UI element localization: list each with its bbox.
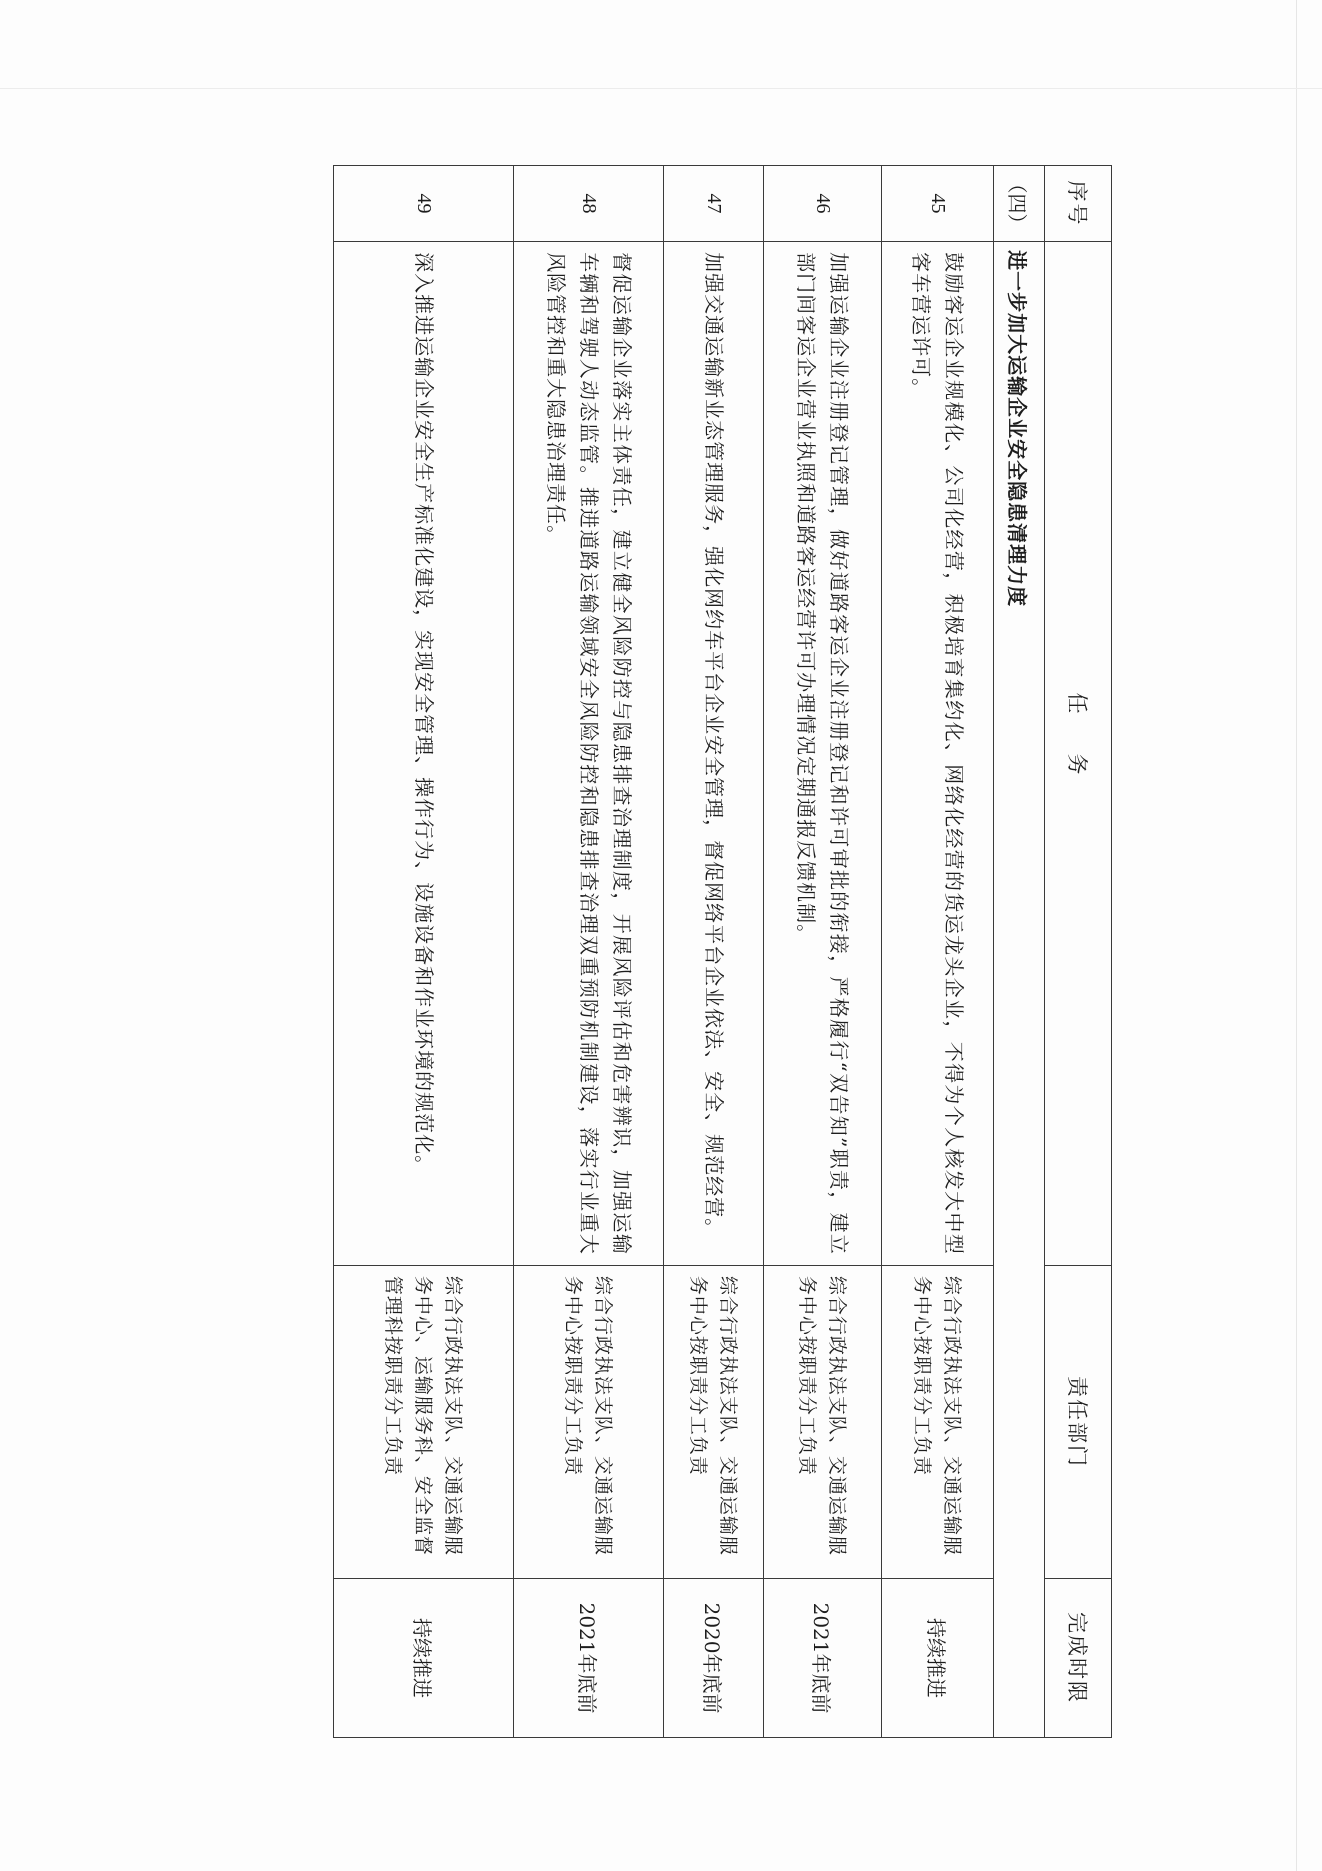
table-row bbox=[882, 166, 994, 1738]
row-seq: 48 bbox=[514, 166, 664, 242]
row-seq: 45 bbox=[882, 166, 994, 242]
row-time: 2020年底前 bbox=[664, 1579, 764, 1738]
table-row bbox=[514, 166, 664, 1738]
task-table bbox=[333, 165, 1112, 1738]
section-row bbox=[994, 166, 1045, 1738]
table-row bbox=[764, 166, 882, 1738]
table-row bbox=[334, 166, 514, 1738]
header-task: 任务 bbox=[1045, 242, 1112, 1266]
table-header-row bbox=[1045, 166, 1112, 1738]
row-seq: 46 bbox=[764, 166, 882, 242]
row-dept: 综合行政执法支队、交通运输服务中心、运输服务科、安全监督管理科按职责分工负责 bbox=[334, 1265, 514, 1578]
header-seq: 序号 bbox=[1045, 166, 1112, 242]
row-dept: 综合行政执法支队、交通运输服务中心按职责分工负责 bbox=[514, 1265, 664, 1578]
row-time: 2021年底前 bbox=[764, 1579, 882, 1738]
row-task: 加强运输企业注册登记管理，做好道路客运企业注册登记和许可审批的衔接，严格履行“双告知”职责，建立部门间客运企业营业执照和道路客运经营许可办理情况定期通报反馈机制。 bbox=[764, 242, 882, 1266]
row-task: 加强交通运输新业态管理服务，强化网约车平台企业安全管理，督促网络平台企业依法、安全、规范经营。 bbox=[664, 242, 764, 1266]
row-time: 持续推进 bbox=[882, 1579, 994, 1738]
row-time: 持续推进 bbox=[334, 1579, 514, 1738]
row-seq: 49 bbox=[334, 166, 514, 242]
row-task: 深入推进运输企业安全生产标准化建设，实现安全管理、操作行为、设施设备和作业环境的规范化。 bbox=[334, 242, 514, 1266]
row-task: 鼓励客运企业规模化、公司化经营，积极培育集约化、网络化经营的货运龙头企业，不得为个人核发大中型客车营运许可。 bbox=[882, 242, 994, 1266]
section-title: 进一步加大运输企业安全隐患清理力度 bbox=[994, 242, 1045, 1738]
scan-edge-line bbox=[1296, 0, 1297, 1871]
section-number: （四） bbox=[994, 166, 1045, 242]
row-dept: 综合行政执法支队、交通运输服务中心按职责分工负责 bbox=[764, 1265, 882, 1578]
row-seq: 47 bbox=[664, 166, 764, 242]
row-task: 督促运输企业落实主体责任，建立健全风险防控与隐患排查治理制度，开展风险评估和危害辨识，加强运输车辆和驾驶人动态监管。推进道路运输领域安全风险防控和隐患排查治理双重预防机制建设，落实行业重大风险管控和重大隐患治理责任。 bbox=[514, 242, 664, 1266]
header-dept: 责任部门 bbox=[1045, 1265, 1112, 1578]
header-time: 完成时限 bbox=[1045, 1579, 1112, 1738]
row-time: 2021年底前 bbox=[514, 1579, 664, 1738]
row-dept: 综合行政执法支队、交通运输服务中心按职责分工负责 bbox=[882, 1265, 994, 1578]
table-row bbox=[664, 166, 764, 1738]
row-dept: 综合行政执法支队、交通运输服务中心按职责分工负责 bbox=[664, 1265, 764, 1578]
